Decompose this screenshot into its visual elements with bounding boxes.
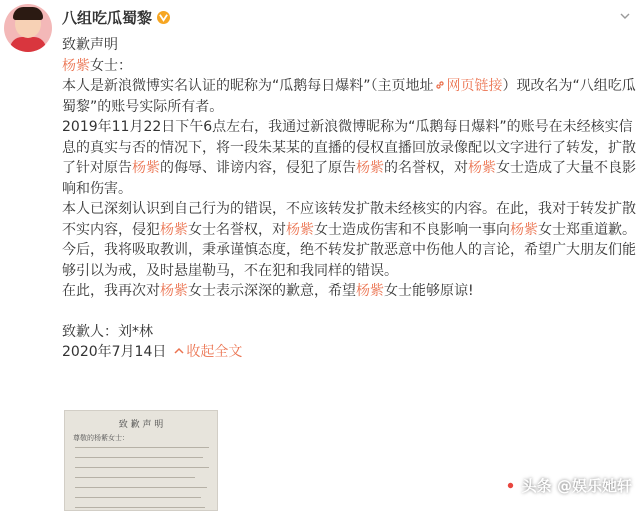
mention-name[interactable]: 杨紫 xyxy=(468,160,496,176)
letter-line xyxy=(75,447,209,448)
letter-line xyxy=(75,467,209,468)
p1-text-a: 本人是新浪微博实名认证的昵称为“瓜鹅每日爆料”（主页地址 xyxy=(62,78,434,94)
letter-line xyxy=(75,497,201,498)
mention-name[interactable]: 杨紫 xyxy=(160,221,188,238)
paragraph-1 xyxy=(62,76,636,117)
p2-text-c: 的名誉权，对 xyxy=(384,160,468,176)
spacer xyxy=(62,302,636,322)
link-label: 网页链接 xyxy=(446,78,503,94)
letter-line xyxy=(75,457,203,458)
letter-image[interactable] xyxy=(64,410,218,511)
p3-text-c: 女士造成伤害和不良影响一事向 xyxy=(314,221,510,238)
letter-line xyxy=(75,507,205,508)
watermark xyxy=(503,475,632,496)
mention-name[interactable]: 杨紫 xyxy=(356,160,384,176)
p3-text-a: 本人已深刻认识到自己行为的错误，不应该转发扩散未经核实的内容。在此，我对于转发扩散不实内容，侵犯 xyxy=(62,201,636,238)
paragraph-3 xyxy=(62,199,636,281)
avatar-shirt xyxy=(10,37,46,52)
p4-text-b: 女士表示深深的歉意，希望 xyxy=(188,283,356,299)
mention-name[interactable]: 杨紫 xyxy=(160,283,188,299)
p4-text-c: 女士能够原谅! xyxy=(384,283,474,299)
web-link[interactable] xyxy=(434,78,503,94)
signer: 致歉人：刘*林 xyxy=(62,323,153,340)
letter-line xyxy=(75,487,207,488)
collapse-label: 收起全文 xyxy=(186,344,243,360)
avatar[interactable] xyxy=(4,4,52,52)
chevron-down-icon[interactable] xyxy=(620,11,630,21)
mention-name[interactable]: 杨紫 xyxy=(62,57,90,74)
avatar-hair xyxy=(13,7,43,20)
letter-image-salutation: 尊敬的杨紫女士： xyxy=(73,434,129,442)
mention-name[interactable]: 杨紫 xyxy=(286,221,314,238)
greeting xyxy=(62,56,636,77)
verified-badge-icon xyxy=(157,11,170,24)
p2-text-b: 的侮辱、诽谤内容，侵犯了原告 xyxy=(160,160,356,176)
paragraph-4 xyxy=(62,281,636,302)
p3-text-b: 女士名誉权，对 xyxy=(188,221,286,238)
collapse-button[interactable] xyxy=(174,342,242,363)
post-date: 2020年7月14日 xyxy=(62,344,167,360)
toutiao-logo-icon xyxy=(503,478,518,493)
letter-image-title: 致 歉 声 明 xyxy=(118,420,164,430)
post-body xyxy=(62,35,636,363)
letter-line xyxy=(75,477,195,478)
p3-text-d: 女士郑重道歉。今后，我将吸取教训，秉承谨慎态度，绝不转发扩散恶意中伤他人的言论，希望广大朋友们能够引以为戒，及时悬崖勒马，不在犯和我同样的错误。 xyxy=(62,221,636,279)
author-name[interactable]: 八组吃瓜蜀黎 xyxy=(62,8,153,27)
mention-name[interactable]: 杨紫 xyxy=(356,283,384,299)
watermark-text: 头条 @娱乐她轩 xyxy=(521,477,632,495)
greeting-text: 女士： xyxy=(90,57,132,74)
author-row xyxy=(62,7,170,27)
p2-text-a: 2019年11月22日下午6点左右，我通过新浪微博昵称为“瓜鹅每日爆料”的账号在未经核实信息的真实与否的情况下，将一段朱某某的直播的侵权直播回放录像配以文字进行了转发，扩散了针对原告 xyxy=(62,119,636,176)
date-row xyxy=(62,342,636,363)
mention-name[interactable]: 杨紫 xyxy=(132,160,160,176)
collapse-arrow-icon xyxy=(174,346,184,356)
mention-name[interactable]: 杨紫 xyxy=(510,221,538,238)
post-heading: 致歉声明 xyxy=(62,37,118,53)
p2-text-d: 女士造成了大量不良影响和伤害。 xyxy=(62,160,636,197)
p4-text-a: 在此，我再次对 xyxy=(62,283,160,299)
link-icon xyxy=(434,79,446,91)
paragraph-2 xyxy=(62,117,636,199)
p1-text-b: ）现改名为“八组吃瓜蜀黎”的账号实际所有者。 xyxy=(62,78,636,115)
